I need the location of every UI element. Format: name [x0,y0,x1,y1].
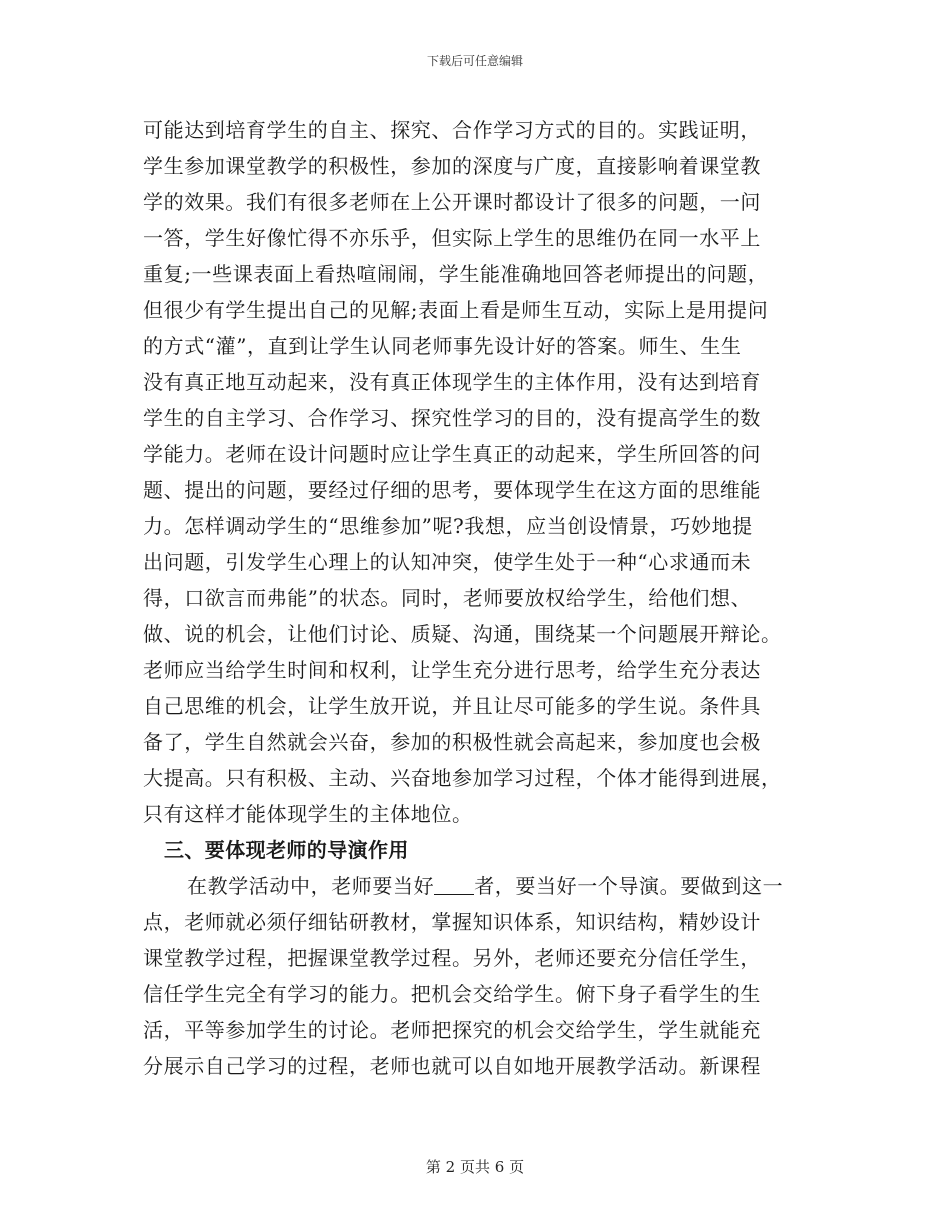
text-line: 一答，学生好像忙得不亦乐乎，但实际上学生的思维仍在同一水平上 [143,226,761,250]
text-line: 活，平等参加学生的讨论。老师把探究的机会交给学生，学生就能充 [143,1018,761,1042]
text-line: 的方式“灌”，直到让学生认同老师事先设计好的答案。师生、生生 [143,334,742,358]
text-line: 学的效果。我们有很多老师在上公开课时都设计了很多的问题，一问 [143,190,761,214]
text-line: 学生参加课堂教学的积极性，参加的深度与广度，直接影响着课堂教 [143,154,761,178]
document-body [143,112,808,1084]
text-line: 没有真正地互动起来，没有真正体现学生的主体作用，没有达到培育 [143,370,761,394]
page-footer: 第 2 页共 6 页 [425,1158,525,1176]
text-line: 可能达到培育学生的自主、探究、合作学习方式的目的。实践证明， [143,118,761,142]
fill-in-blank [434,872,474,895]
page-header: 下载后可任意编辑 [426,54,523,68]
text-line: 但很少有学生提出自己的见解;表面上看是师生互动，实际上是用提问 [143,298,769,322]
text-line: 只有这样才能体现学生的主体地位。 [143,802,473,826]
paragraph-2 [143,868,808,1084]
text-before-blank: 在教学活动中，老师要当好 [187,874,435,898]
text-line: 重复;一些课表面上看热喧闹闹，学生能准确地回答老师提出的问题， [143,262,769,286]
text-line: 课堂教学过程，把握课堂教学过程。另外，老师还要充分信任学生， [143,946,761,970]
text-line: 出问题，引发学生心理上的认知冲突，使学生处于一种“心求通而未 [143,550,752,574]
text-line: 点，老师就必须仔细钻研教材，掌握知识体系，知识结构，精妙设计 [143,910,761,934]
text-line: 力。怎样调动学生的“思维参加”呢?我想，应当创设情景，巧妙地提 [143,514,753,538]
section-heading: 三、要体现老师的导演作用 [164,838,409,862]
text-line-first [143,868,808,904]
text-line: 做、说的机会，让他们讨论、质疑、沟通，围绕某一个问题展开辩论。 [143,622,782,646]
paragraph-1 [143,112,808,832]
text-line: 信任学生完全有学习的能力。把机会交给学生。俯下身子看学生的生 [143,982,761,1006]
text-after-blank: 者，要当好一个导演。要做到这一 [474,874,784,898]
text-line: 分展示自己学习的过程，老师也就可以自如地开展教学活动。新课程 [143,1054,761,1078]
text-line: 备了，学生自然就会兴奋，参加的积极性就会高起来，参加度也会极 [143,730,761,754]
text-line: 题、提出的问题，要经过仔细的思考，要体现学生在这方面的思维能 [143,478,761,502]
text-line: 学生的自主学习、合作学习、探究性学习的目的，没有提高学生的数 [143,406,761,430]
text-line: 得，口欲言而弗能”的状态。同时，老师要放权给学生，给他们想、 [143,586,752,610]
text-line: 大提高。只有积极、主动、兴奋地参加学习过程，个体才能得到进展， [143,766,782,790]
text-line: 自己思维的机会，让学生放开说，并且让尽可能多的学生说。条件具 [143,694,761,718]
text-line: 学能力。老师在设计问题时应让学生真正的动起来，学生所回答的问 [143,442,761,466]
text-line: 老师应当给学生时间和权利，让学生充分进行思考，给学生充分表达 [143,658,761,682]
